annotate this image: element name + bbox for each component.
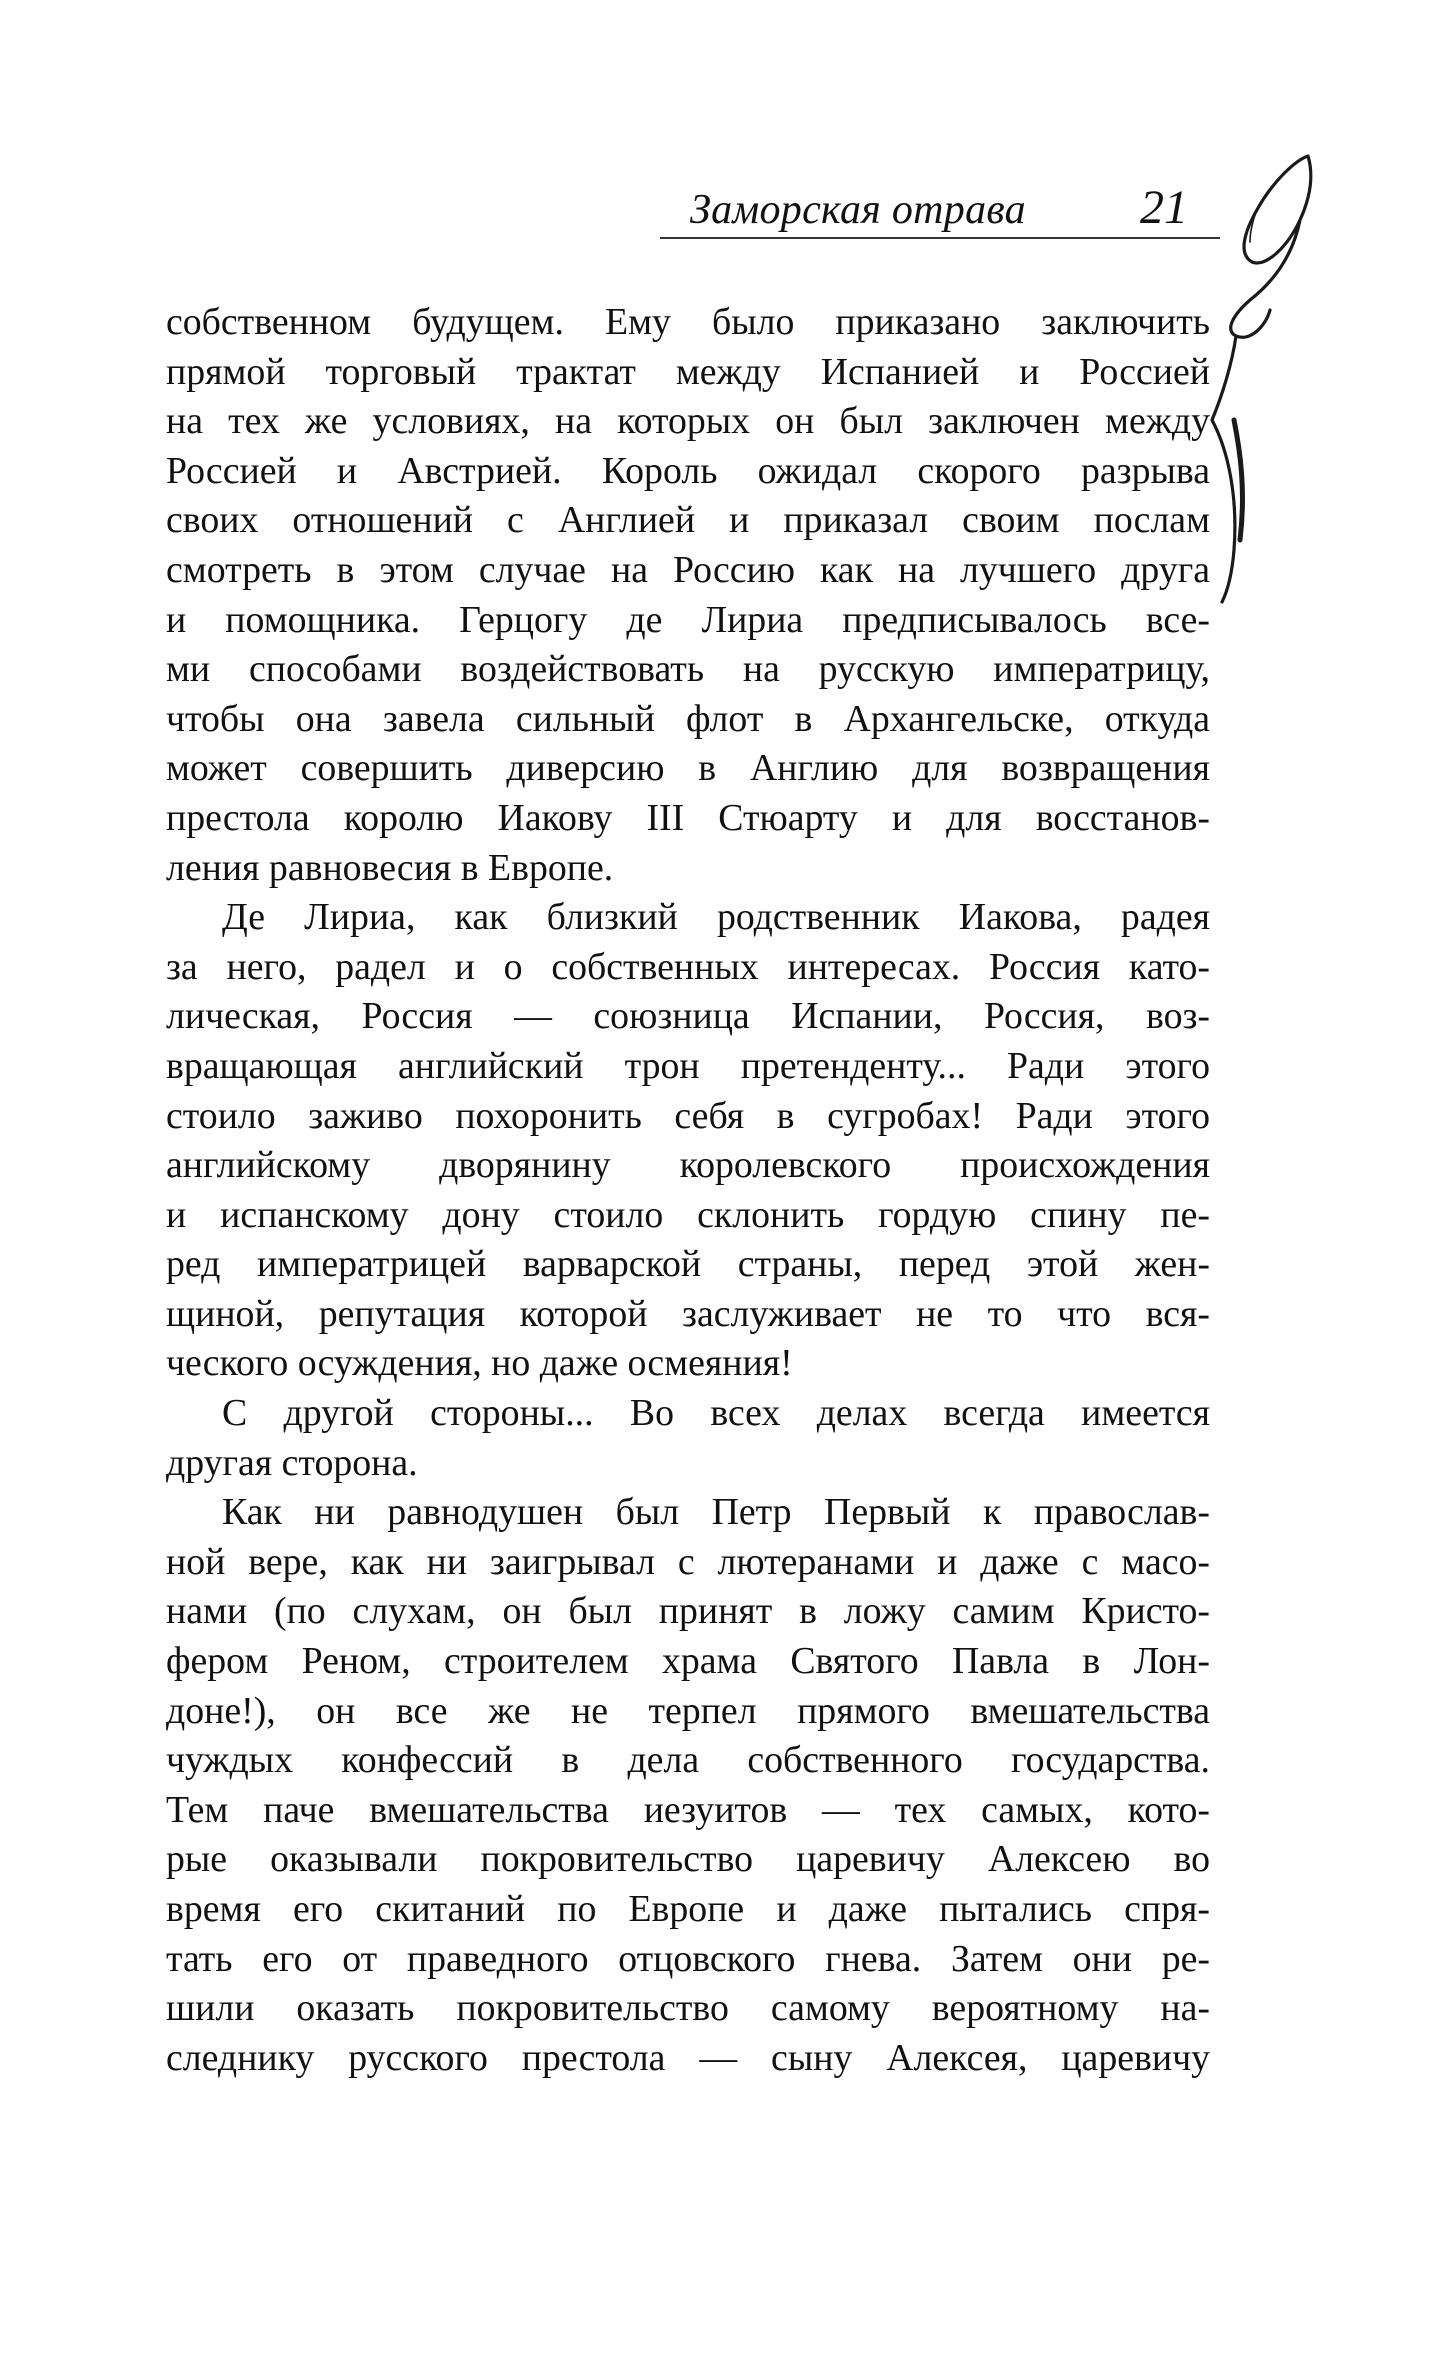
- text-line: ред императрицей варварской страны, перед этой жен-: [166, 1243, 1210, 1286]
- text-line: лическая, Россия — союзница Испании, Россия, воз-: [166, 995, 1210, 1038]
- text-line: стоило заживо похоронить себя в сугробах! Ради этого: [166, 1094, 1210, 1137]
- text-line: и помощника. Герцогу де Лириа предписывалось все-: [166, 598, 1210, 641]
- text-line: доне!), он все же не терпел прямого вмешательства: [166, 1689, 1210, 1732]
- text-line: и испанскому дону стоило склонить гордую спину пе-: [166, 1193, 1210, 1236]
- text-line: время его скитаний по Европе и даже пытались спря-: [166, 1888, 1210, 1930]
- text-line: Де Лириа, как близкий родственник Иакова, радея: [222, 896, 1210, 939]
- body-text: [166, 298, 1210, 2083]
- paragraph: [166, 1488, 1210, 2083]
- text-line: прямой торговый трактат между Испанией и Россией: [166, 350, 1210, 393]
- text-line: английскому дворянину королевского происхождения: [166, 1144, 1210, 1187]
- text-line: может совершить диверсию в Англию для возвращения: [166, 747, 1210, 790]
- text-line: чуждых конфессий в дела собственного государства.: [166, 1739, 1210, 1782]
- text-line: нами (по слухам, он был принят в ложу самим Кристо-: [166, 1590, 1210, 1633]
- paragraph: [166, 893, 1210, 1389]
- text-line: вращающая английский трон претенденту... Ради этого: [166, 1044, 1210, 1087]
- text-line: ческого осуждения, но даже осмеяния!: [166, 1342, 793, 1385]
- text-line: ми способами воздействовать на русскую императрицу,: [166, 648, 1210, 691]
- text-line: Тем паче вмешательства иезуитов — тех самых, кото-: [166, 1788, 1210, 1831]
- text-line: тать его от праведного отцовского гнева. Затем они ре-: [166, 1937, 1210, 1980]
- text-line: чтобы она завела сильный флот в Архангельске, откуда: [166, 697, 1210, 740]
- text-line: шили оказать покровительство самому вероятному на-: [166, 1987, 1210, 2030]
- text-line: фером Реном, строителем храма Святого Павла в Лон-: [166, 1640, 1210, 1683]
- text-line: собственном будущем. Ему было приказано заключить: [166, 301, 1210, 343]
- text-line: Россией и Австрией. Король ожидал скорого разрыва: [166, 449, 1210, 492]
- running-header-title: Заморская отрава: [690, 187, 1026, 233]
- text-line: престола королю Иакову III Стюарту и для восстанов-: [166, 796, 1210, 839]
- text-line: рые оказывали покровительство царевичу Алексею во: [166, 1838, 1210, 1881]
- header-rule: [660, 237, 1220, 239]
- text-line: Как ни равнодушен был Петр Первый к православ-: [222, 1491, 1210, 1534]
- paragraph: [166, 1389, 1210, 1488]
- text-line: щиной, репутация которой заслуживает не то что вся-: [166, 1292, 1210, 1335]
- paragraph: [166, 298, 1210, 893]
- text-line: ления равновесия в Европе.: [166, 846, 614, 889]
- text-line: за него, радел и о собственных интересах. Россия като-: [166, 945, 1210, 988]
- text-line: на тех же условиях, на которых он был заключен между: [166, 400, 1210, 443]
- text-line: следнику русского престола — сыну Алексея, царевичу: [166, 2036, 1210, 2079]
- page-number: 21: [1140, 181, 1188, 234]
- text-line: своих отношений с Англией и приказал своим послам: [166, 499, 1210, 542]
- text-line: С другой стороны... Во всех делах всегда имеется: [222, 1392, 1210, 1435]
- text-line: другая сторона.: [166, 1441, 418, 1484]
- calligraphic-flourish-icon: [1210, 150, 1340, 610]
- text-line: смотреть в этом случае на Россию как на лучшего друга: [166, 548, 1210, 591]
- text-line: ной вере, как ни заигрывал с лютеранами и даже с масо-: [166, 1540, 1210, 1583]
